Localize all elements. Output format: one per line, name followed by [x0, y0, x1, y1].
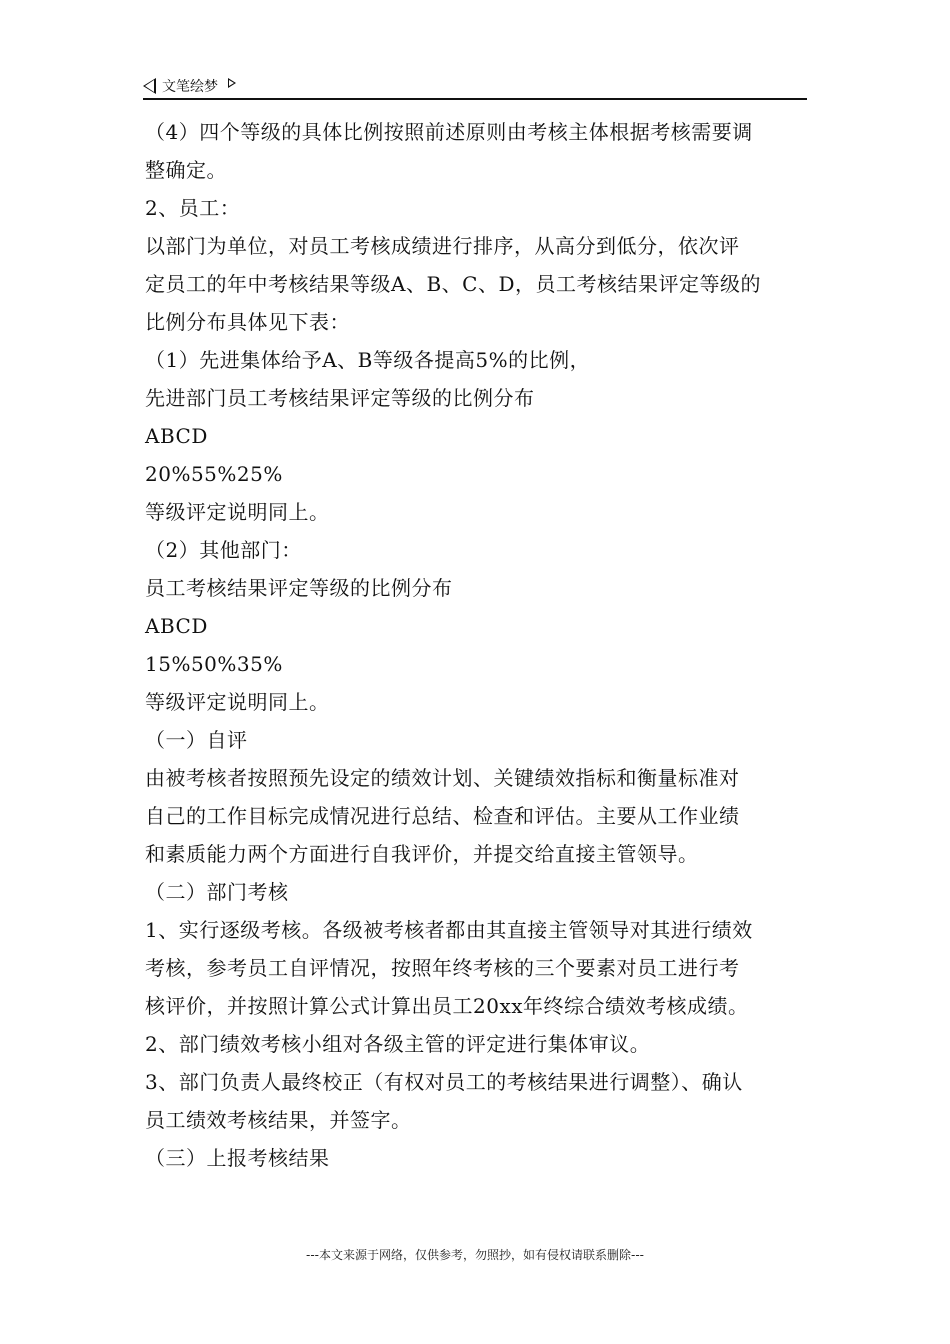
text-line: 1、实行逐级考核。各级被考核者都由其直接主管领导对其进行绩效 [145, 918, 753, 942]
page-footer: ---本文来源于网络，仅供参考，勿照抄，如有侵权请联系删除--- [306, 1248, 644, 1262]
text-line: 先进部门员工考核结果评定等级的比例分布 [145, 386, 535, 410]
grade-percentages: 20%55%25% [145, 462, 283, 486]
header-title: 文笔绘梦 [162, 79, 218, 95]
section-heading: （二）部门考核 [145, 880, 289, 904]
triangle-right-icon [228, 78, 236, 88]
section-heading: （三）上报考核结果 [145, 1146, 330, 1170]
text-line: 2、员工： [145, 196, 241, 220]
document-body [145, 113, 807, 1177]
grade-labels: ABCD [145, 614, 208, 638]
page-header [143, 74, 807, 100]
text-line: 自己的工作目标完成情况进行总结、检查和评估。主要从工作业绩 [145, 804, 740, 828]
text-line: 由被考核者按照预先设定的绩效计划、关键绩效指标和衡量标准对 [145, 766, 740, 790]
text-line: 3、部门负责人最终校正（有权对员工的考核结果进行调整）、确认 [145, 1070, 743, 1094]
text-line: 比例分布具体见下表： [145, 310, 350, 334]
section-heading: （一）自评 [145, 728, 248, 752]
grade-percentages: 15%50%35% [145, 652, 283, 676]
text-line: （4）四个等级的具体比例按照前述原则由考核主体根据考核需要调 [145, 120, 753, 144]
text-line: 和素质能力两个方面进行自我评价，并提交给直接主管领导。 [145, 842, 699, 866]
text-line: 等级评定说明同上。 [145, 690, 330, 714]
text-line: （1）先进集体给予A、B等级各提高5%的比例， [145, 348, 591, 372]
text-line: 等级评定说明同上。 [145, 500, 330, 524]
triangle-left-icon [143, 78, 156, 94]
text-line: 考核，参考员工自评情况，按照年终考核的三个要素对员工进行考 [145, 956, 740, 980]
header-brand [143, 76, 236, 96]
text-line: 员工绩效考核结果，并签字。 [145, 1108, 412, 1132]
text-line: 定员工的年中考核结果等级A、B、C、D，员工考核结果评定等级的 [145, 272, 761, 296]
text-line: 整确定。 [145, 158, 227, 182]
text-line: 以部门为单位，对员工考核成绩进行排序，从高分到低分，依次评 [145, 234, 740, 258]
text-line: 员工考核结果评定等级的比例分布 [145, 576, 453, 600]
text-line: （2）其他部门： [145, 538, 302, 562]
text-line: 核评价，并按照计算公式计算出员工20xx年终综合绩效考核成绩。 [145, 994, 749, 1018]
grade-labels: ABCD [145, 424, 208, 448]
text-line: 2、部门绩效考核小组对各级主管的评定进行集体审议。 [145, 1032, 651, 1056]
